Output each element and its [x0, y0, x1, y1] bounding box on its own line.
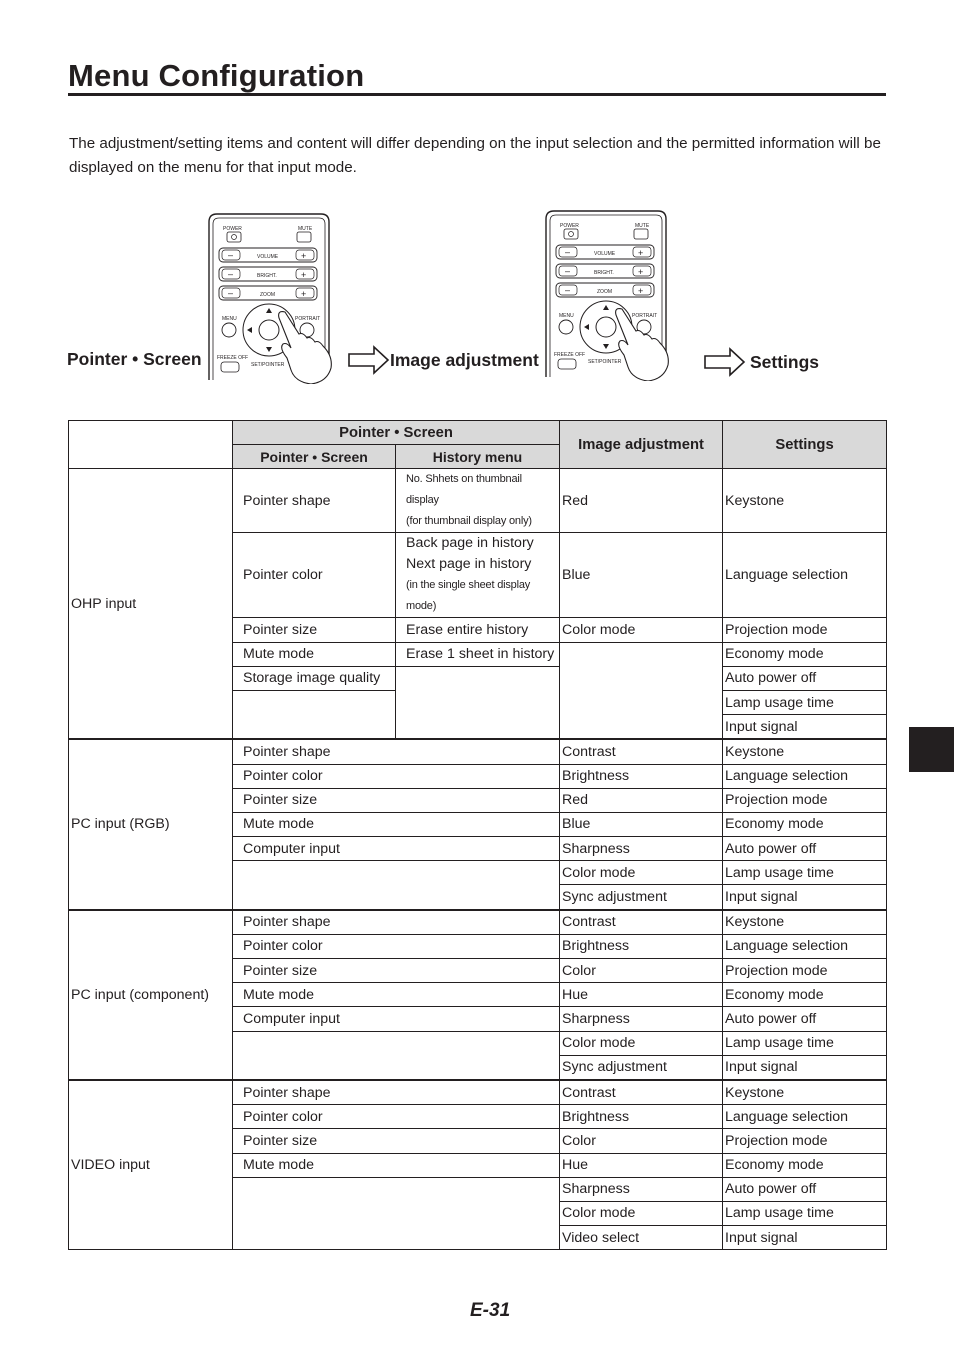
page-title: Menu Configuration: [68, 58, 365, 93]
remote-set-pointer-label: SET/POINTER: [251, 362, 285, 368]
table-cell: Auto power off: [723, 1007, 887, 1031]
svg-text:–: –: [565, 266, 571, 276]
table-cell: Keystone: [723, 469, 887, 533]
group-label-video: VIDEO input: [69, 1080, 233, 1250]
header-settings: Settings: [723, 421, 887, 469]
header-image-adjustment: Image adjustment: [560, 421, 723, 469]
table-cell-empty: [233, 690, 396, 739]
table-cell: Color mode: [560, 618, 723, 642]
table-cell: Auto power off: [723, 837, 887, 861]
remote-power-label: POWER: [560, 223, 579, 229]
table-cell: Keystone: [723, 739, 887, 764]
table-cell: Language selection: [723, 934, 887, 958]
flow-label-image-adjustment: Image adjustment: [390, 350, 539, 370]
table-cell: Video select: [560, 1226, 723, 1250]
table-cell: Lamp usage time: [723, 1031, 887, 1055]
remote-portrait-label: PORTRAIT: [632, 313, 658, 319]
table-cell: Color mode: [560, 1031, 723, 1055]
svg-text:+: +: [301, 289, 307, 299]
table-cell: Pointer size: [233, 1129, 560, 1153]
table-cell: Mute mode: [233, 812, 560, 836]
table-cell: Contrast: [560, 1080, 723, 1105]
table-cell: Pointer shape: [233, 739, 560, 764]
remote-menu-label: MENU: [559, 313, 574, 319]
table-cell: Pointer shape: [233, 1080, 560, 1105]
group-label-pc-rgb: PC input (RGB): [69, 739, 233, 909]
svg-text:+: +: [301, 270, 307, 280]
table-cell: Blue: [560, 533, 723, 618]
remote-zoom-label: ZOOM: [260, 292, 275, 298]
header-blank-cell: [69, 421, 233, 469]
table-cell: Color mode: [560, 861, 723, 885]
table-cell: Language selection: [723, 1105, 887, 1129]
history-line: No. Shhets on thumbnail display: [406, 473, 522, 507]
remote-mute-label: MUTE: [298, 226, 313, 232]
remote-control-icon: [544, 209, 676, 381]
table-cell: Color mode: [560, 1201, 723, 1225]
remote-bright-label: BRIGHT.: [257, 273, 277, 279]
table-cell-empty: [396, 666, 560, 739]
table-cell: Sharpness: [560, 837, 723, 861]
table-cell: Sharpness: [560, 1177, 723, 1201]
history-line: Back page in history: [406, 535, 534, 552]
table-cell: Erase 1 sheet in history: [396, 642, 560, 666]
table-cell: Color: [560, 1129, 723, 1153]
table-cell: Pointer size: [233, 959, 560, 983]
table-cell: Sync adjustment: [560, 885, 723, 910]
table-cell: Input signal: [723, 1055, 887, 1080]
flow-label-settings: Settings: [750, 352, 820, 372]
table-cell: Pointer color: [233, 533, 396, 618]
table-cell: Input signal: [723, 715, 887, 740]
table-cell: Red: [560, 788, 723, 812]
table-cell: Auto power off: [723, 666, 887, 690]
remote-bright-label: BRIGHT.: [594, 270, 614, 276]
table-cell: Pointer color: [233, 764, 560, 788]
header-pointer-screen: Pointer • Screen: [233, 421, 560, 445]
table-cell: Pointer color: [233, 1105, 560, 1129]
remote-power-label: POWER: [223, 226, 242, 232]
table-cell: Computer input: [233, 837, 560, 861]
table-cell: Pointer shape: [233, 910, 560, 935]
svg-text:+: +: [638, 267, 644, 277]
table-cell: Projection mode: [723, 959, 887, 983]
table-cell: Brightness: [560, 934, 723, 958]
table-cell: Blue: [560, 812, 723, 836]
table-cell: Brightness: [560, 1105, 723, 1129]
table-cell: Computer input: [233, 1007, 560, 1031]
table-cell: Mute mode: [233, 1153, 560, 1177]
table-cell: Economy mode: [723, 812, 887, 836]
table-cell: Economy mode: [723, 1153, 887, 1177]
table-cell: Economy mode: [723, 983, 887, 1007]
subheader-history-menu: History menu: [396, 445, 560, 469]
table-cell: Color: [560, 959, 723, 983]
table-cell: Economy mode: [723, 642, 887, 666]
svg-text:–: –: [228, 288, 234, 298]
table-cell: Pointer shape: [233, 469, 396, 533]
table-cell: Pointer size: [233, 788, 560, 812]
menu-configuration-table: [68, 420, 887, 1250]
svg-text:+: +: [301, 251, 307, 261]
table-cell: Lamp usage time: [723, 861, 887, 885]
table-cell-empty: [233, 1177, 560, 1250]
arrow-right-icon: [348, 345, 390, 375]
table-cell: Projection mode: [723, 618, 887, 642]
table-cell: Keystone: [723, 910, 887, 935]
svg-text:+: +: [638, 286, 644, 296]
table-cell: Keystone: [723, 1080, 887, 1105]
svg-text:–: –: [565, 285, 571, 295]
table-cell: Contrast: [560, 910, 723, 935]
history-line: (in the single sheet display mode): [406, 579, 531, 613]
table-cell: Sync adjustment: [560, 1055, 723, 1080]
table-cell-empty: [560, 642, 723, 739]
table-cell: [396, 469, 560, 533]
history-line: Next page in history: [406, 556, 532, 573]
history-line: (for thumbnail display only): [406, 515, 532, 528]
table-cell: Pointer color: [233, 934, 560, 958]
table-cell: Pointer size: [233, 618, 396, 642]
table-cell: Lamp usage time: [723, 1201, 887, 1225]
remote-zoom-label: ZOOM: [597, 289, 612, 295]
group-label-ohp: OHP input: [69, 469, 233, 739]
page-number: E-31: [470, 1300, 511, 1321]
table-cell: Language selection: [723, 764, 887, 788]
table-cell-empty: [233, 861, 560, 910]
table-cell: [396, 533, 560, 618]
title-rule: [68, 93, 886, 96]
table-cell: Hue: [560, 983, 723, 1007]
intro-paragraph: The adjustment/setting items and content will differ depending on the input selection and the permitted information will be displayed on the menu for that input mode.: [69, 135, 881, 176]
table-cell: Sharpness: [560, 1007, 723, 1031]
subheader-pointer-screen: Pointer • Screen: [233, 445, 396, 469]
table-cell: Contrast: [560, 739, 723, 764]
flow-label-pointer-screen: Pointer • Screen: [67, 349, 202, 369]
remote-set-pointer-label: SET/POINTER: [588, 359, 622, 365]
table-cell: Hue: [560, 1153, 723, 1177]
table-cell: Input signal: [723, 885, 887, 910]
table-cell: Red: [560, 469, 723, 533]
remote-volume-label: VOLUME: [594, 251, 616, 257]
table-cell: Brightness: [560, 764, 723, 788]
remote-freeze-off-label: FREEZE OFF: [554, 352, 586, 358]
svg-text:–: –: [228, 250, 234, 260]
arrow-right-icon: [704, 347, 746, 377]
remote-mute-label: MUTE: [635, 223, 650, 229]
svg-text:–: –: [228, 269, 234, 279]
table-cell: Input signal: [723, 1226, 887, 1250]
svg-text:+: +: [638, 248, 644, 258]
remote-menu-label: MENU: [222, 316, 237, 322]
table-cell: Mute mode: [233, 983, 560, 1007]
group-label-pc-component: PC input (component): [69, 910, 233, 1080]
remote-volume-label: VOLUME: [257, 254, 279, 260]
table-cell: Mute mode: [233, 642, 396, 666]
remote-freeze-off-label: FREEZE OFF: [217, 355, 249, 361]
chapter-tab-marker: [909, 727, 954, 772]
svg-text:–: –: [565, 247, 571, 257]
table-cell: Lamp usage time: [723, 690, 887, 714]
table-cell: Auto power off: [723, 1177, 887, 1201]
table-cell-empty: [233, 1031, 560, 1080]
table-cell: Projection mode: [723, 788, 887, 812]
table-cell: Language selection: [723, 533, 887, 618]
table-cell: Erase entire history: [396, 618, 560, 642]
remote-control-icon: [207, 212, 339, 384]
remote-portrait-label: PORTRAIT: [295, 316, 321, 322]
table-cell: Projection mode: [723, 1129, 887, 1153]
table-cell: Storage image quality: [233, 666, 396, 690]
